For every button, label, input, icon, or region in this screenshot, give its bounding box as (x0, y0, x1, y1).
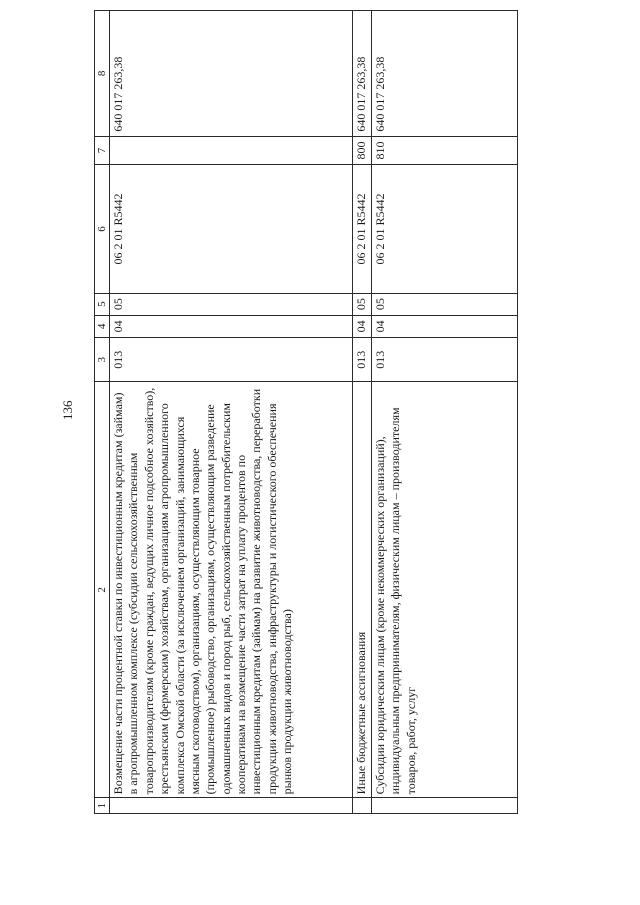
column-header: 5 (95, 293, 110, 315)
row-index-cell (110, 798, 353, 814)
subprogram-code: 2 (373, 243, 388, 250)
subprogram-code: 2 (111, 243, 126, 250)
code-cell: 013 (110, 337, 353, 381)
page-number: 136 (60, 400, 75, 420)
code-cell: 013 (372, 337, 518, 381)
target-article-cell (110, 165, 353, 293)
section-cell: 04 (353, 315, 372, 337)
expense-type-cell (110, 136, 353, 165)
table-row (353, 11, 372, 814)
column-header: 4 (95, 315, 110, 337)
column-header: 2 (95, 382, 110, 798)
direction-code: R5442 (373, 193, 388, 226)
target-article-cell (353, 165, 372, 293)
description-cell: Субсидии юридическим лицам (кроме некоммерческих организаций), индивидуальным предпринимателям, физическим лицам – производителям товаров, работ, услуг (372, 382, 518, 798)
description-cell: Иные бюджетные ассигнования (353, 382, 372, 798)
direction-code: R5442 (354, 193, 369, 226)
subsection-cell: 05 (372, 293, 518, 315)
section-cell: 04 (372, 315, 518, 337)
table-row (372, 11, 518, 814)
expense-type-cell: 800 (353, 136, 372, 165)
event-code: 01 (111, 228, 126, 241)
row-index-cell (372, 798, 518, 814)
program-code: 06 (373, 252, 388, 265)
program-code: 06 (354, 252, 369, 265)
target-article-cell (372, 165, 518, 293)
table-row (110, 11, 353, 814)
column-header: 7 (95, 136, 110, 165)
amount-cell: 640 017 263,38 (110, 11, 353, 137)
section-cell: 04 (110, 315, 353, 337)
event-code: 01 (373, 228, 388, 241)
row-index-cell (353, 798, 372, 814)
column-header: 8 (95, 11, 110, 137)
program-code: 06 (111, 252, 126, 265)
event-code: 01 (354, 228, 369, 241)
description-cell: Возмещение части процентной ставки по инвестиционным кредитам (займам) в агропромышленном комплексе (субсидии сельскохозяйственным товаропроизводителям (кроме граждан, ведущих личное подсобное хозяйство), крестьянским (фермерским) хозяйствам, организациям агропромышленного комплекса Омской области (за исключением организаций, занимающихся мясным скотоводством), организациям, осуществляющим товарное (промышленное) рыбоводство, организациям, осуществляющим разведение одомашненных видов и пород рыб, сельскохозяйственным потребительским кооперативам на возмещение части затрат на уплату процентов по инвестиционным кредитам (займам) на развитие животноводства, переработки продукции животноводства, инфраструктуры и логистического обеспечения рынков продукции животноводства) (110, 382, 353, 798)
subsection-cell: 05 (110, 293, 353, 315)
subprogram-code: 2 (354, 243, 369, 250)
subsection-cell: 05 (353, 293, 372, 315)
column-header: 1 (95, 798, 110, 814)
budget-table (94, 10, 518, 814)
direction-code: R5442 (111, 193, 126, 226)
column-header: 6 (95, 165, 110, 293)
expense-type-cell: 810 (372, 136, 518, 165)
amount-cell: 640 017 263,38 (353, 11, 372, 137)
column-header: 3 (95, 337, 110, 381)
rotated-document-page (94, 10, 518, 814)
column-number-row (95, 11, 110, 814)
code-cell: 013 (353, 337, 372, 381)
amount-cell: 640 017 263,38 (372, 11, 518, 137)
